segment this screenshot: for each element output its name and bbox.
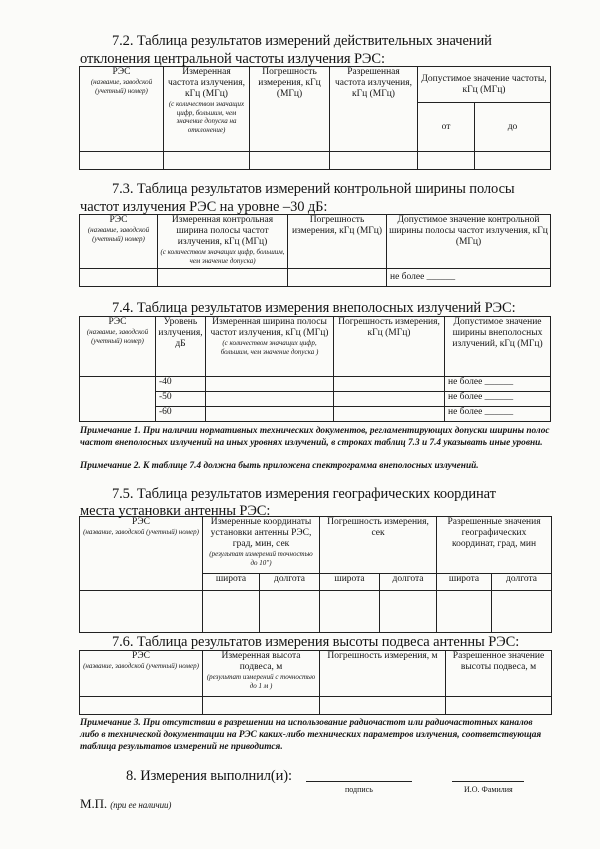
header-tolerance: Допустимое значение ширины внеполосных излучений, кГц (МГц) bbox=[445, 317, 551, 377]
table-7-3 bbox=[79, 214, 551, 287]
name-caption: И.О. Фамилия bbox=[464, 785, 513, 794]
header-latitude: широта bbox=[203, 574, 260, 591]
stamp-label: М.П. (при ее наличии) bbox=[80, 796, 172, 811]
header-to: до bbox=[475, 103, 551, 152]
name-line bbox=[452, 781, 524, 782]
max-value: не более ______ bbox=[445, 392, 551, 407]
level-value: -60 bbox=[156, 407, 206, 422]
header-measured-bandwidth: Измеренная ширина полосы частот излучения, кГц (МГц) (с количеством значащих цифр, большим, чем значение допуска ) bbox=[206, 317, 334, 377]
table-row bbox=[80, 152, 551, 170]
header-allowed-frequency: Разрешенная частота излучения, кГц (МГц) bbox=[330, 67, 418, 152]
header-from: от bbox=[418, 103, 475, 152]
signature-caption: подпись bbox=[345, 785, 373, 794]
header-allowed-coordinates: Разрешенные значения географических координат, град, мин bbox=[437, 517, 552, 574]
header-measured-height: Измеренная высота подвеса, м (результат измерений с точностью до 1 м ) bbox=[203, 651, 320, 697]
max-value: не более ______ bbox=[445, 407, 551, 422]
header-level: Уровень излучения, дБ bbox=[156, 317, 206, 377]
note-3: Примечание 3. При отсутствии в разрешении на использование радиочастот или радиочастотных каналов либо в технической документации на РЭС каких-либо технических параметров излучения, соответствующая таблица результатов измерений не приводится. bbox=[80, 718, 542, 752]
header-res: РЭС (название, заводской (учетный) номер) bbox=[80, 651, 203, 697]
table-row bbox=[80, 269, 551, 287]
section-7-3-title-line1: 7.3. Таблица результатов измерений контрольной ширины полосы bbox=[112, 181, 515, 197]
section-7-2-title-line1: 7.2. Таблица результатов измерений действительных значений bbox=[112, 33, 492, 49]
section-7-5-title-line2: места установки антенны РЭС: bbox=[80, 503, 271, 519]
header-measured-frequency: Измеренная частота излучения, кГц (МГц) (с количеством значащих цифр, большим, чем значение допуска на отклонение) bbox=[164, 67, 250, 152]
header-error: Погрешность измерения, кГц (МГц) bbox=[334, 317, 445, 377]
header-latitude: широта bbox=[320, 574, 380, 591]
note-2: Примечание 2. К таблице 7.4 должна быть приложена спектрограмма внеполосных излучений. bbox=[80, 461, 479, 471]
header-measured-bandwidth: Измеренная контрольная ширина полосы частот излучения, кГц (МГц) (с количеством значащих цифр, большим, чем значение допуска) bbox=[158, 215, 288, 269]
table-row bbox=[80, 377, 551, 392]
max-value: не более ______ bbox=[387, 269, 551, 287]
note-1: Примечание 1. При наличии нормативных технических документов, регламентирующих допуски ширины полос частот внеполосных излучений на иных уровнях излучений, в строках таблиц 7.3 и 7.4 указывать иные уровни. bbox=[80, 426, 550, 448]
table-7-4 bbox=[79, 316, 551, 422]
header-res: РЭС (название, заводской (учетный) номер) bbox=[80, 215, 158, 269]
header-latitude: широта bbox=[437, 574, 492, 591]
header-error: Погрешность измерения, кГц (МГц) bbox=[288, 215, 387, 269]
section-7-4-title: 7.4. Таблица результатов измерения внеполосных излучений РЭС: bbox=[112, 300, 516, 316]
header-res: РЭС (название, заводской (учетный) номер) bbox=[80, 317, 156, 377]
table-7-2 bbox=[79, 66, 551, 170]
header-res: РЭС (название, заводской (учетный) номер) bbox=[80, 517, 203, 591]
section-7-2-title-line2: отклонения центральной частоты излучения РЭС: bbox=[80, 51, 385, 67]
header-error: Погрешность измерения, м bbox=[320, 651, 446, 697]
section-7-3-title-line2: частот излучения РЭС на уровне –30 дБ: bbox=[80, 199, 328, 215]
signature-line bbox=[306, 781, 412, 782]
header-longitude: долгота bbox=[380, 574, 437, 591]
header-error: Погрешность измерения, кГц (МГц) bbox=[250, 67, 330, 152]
header-res: РЭС (название, заводской (учетный) номер) bbox=[80, 67, 164, 152]
header-longitude: долгота bbox=[492, 574, 552, 591]
table-7-6 bbox=[79, 650, 552, 715]
level-value: -50 bbox=[156, 392, 206, 407]
header-allowed-height: Разрешенное значение высоты подвеса, м bbox=[446, 651, 552, 697]
header-longitude: долгота bbox=[260, 574, 320, 591]
level-value: -40 bbox=[156, 377, 206, 392]
header-error: Погрешность измерения, сек bbox=[320, 517, 437, 574]
header-tolerance: Допустимое значение частоты, кГц (МГц) bbox=[418, 67, 551, 103]
section-7-6-title: 7.6. Таблица результатов измерения высоты подвеса антенны РЭС: bbox=[112, 634, 520, 650]
table-row bbox=[80, 697, 552, 715]
table-row bbox=[80, 591, 552, 633]
header-measured-coordinates: Измеренные координаты установки антенны РЭС, град, мин, сек (результат измерений точностью до 10") bbox=[203, 517, 320, 574]
performed-by-label: 8. Измерения выполнил(и): bbox=[126, 768, 292, 784]
max-value: не более ______ bbox=[445, 377, 551, 392]
table-7-5 bbox=[79, 516, 552, 633]
section-7-5-title-line1: 7.5. Таблица результатов измерения географических координат bbox=[112, 486, 496, 502]
header-tolerance: Допустимое значение контрольной ширины полосы частот излучения, кГц (МГц) bbox=[387, 215, 551, 269]
